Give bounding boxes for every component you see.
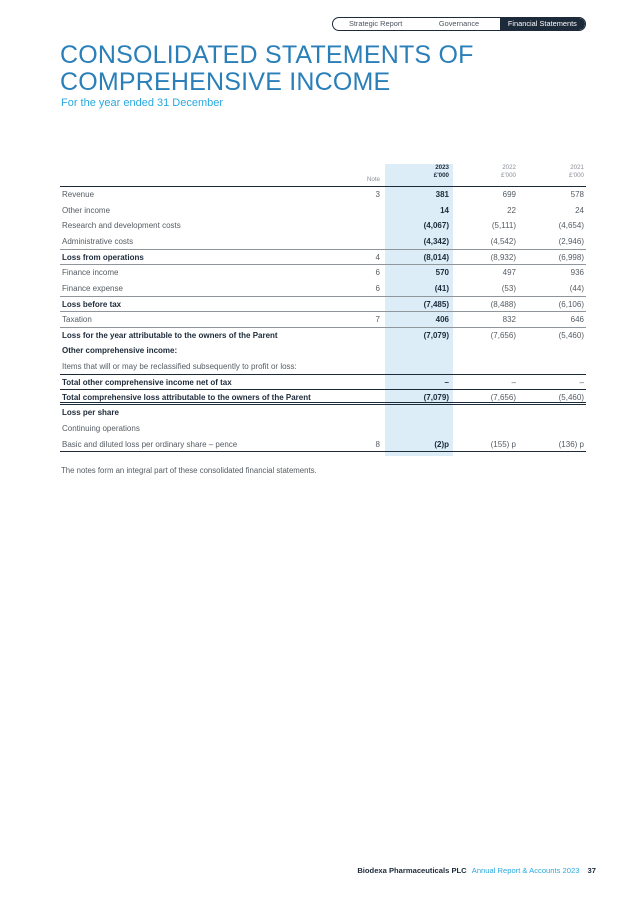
value-2021: 24	[575, 205, 584, 215]
table-row	[60, 234, 586, 250]
row-note: 6	[375, 283, 380, 293]
value-2021: –	[579, 378, 584, 388]
table-row-subtotal	[60, 327, 586, 343]
value-2021: 646	[570, 314, 584, 324]
row-note: 8	[375, 439, 380, 449]
page-footer	[357, 866, 596, 875]
value-2022: –	[511, 378, 516, 388]
table-row-subtotal	[60, 249, 586, 265]
row-label: Items that will or may be reclassified subsequently to profit or loss:	[62, 361, 297, 371]
header-2021	[522, 164, 584, 180]
value-2022: 699	[502, 190, 516, 199]
value-2022: (8,488)	[490, 300, 516, 310]
value-2023: 14	[440, 205, 449, 215]
value-2021: (2,946)	[558, 236, 584, 246]
row-label: Finance expense	[62, 283, 123, 293]
table-row	[60, 265, 586, 281]
value-2023: (41)	[434, 283, 449, 293]
table-row	[60, 281, 586, 297]
value-2023: (4,342)	[423, 236, 449, 246]
header-2022	[456, 164, 516, 180]
value-2022: (7,656)	[490, 392, 516, 402]
value-2023: (8,014)	[423, 253, 449, 263]
value-2022: 497	[502, 267, 516, 277]
value-2022: (155) p	[490, 439, 516, 449]
row-label: Loss for the year attributable to the owners of the Parent	[62, 331, 278, 341]
value-2021: (5,460)	[558, 392, 584, 402]
header-year: 2023	[435, 164, 449, 171]
table-row	[60, 312, 586, 328]
row-note: 3	[375, 190, 380, 199]
page-subtitle: For the year ended 31 December	[61, 97, 224, 109]
tab-strategic-report[interactable]: Strategic Report	[348, 19, 403, 28]
value-2021: 936	[570, 267, 584, 277]
section-nav	[332, 17, 586, 31]
value-2023: (2)p	[434, 439, 449, 449]
value-2021: (6,106)	[558, 300, 584, 310]
row-label: Other income	[62, 205, 111, 215]
row-label: Taxation	[62, 314, 92, 324]
row-label: Administrative costs	[62, 236, 134, 246]
row-label: Finance income	[62, 267, 119, 277]
value-2023: (4,067)	[423, 221, 449, 231]
row-label: Loss from operations	[62, 253, 144, 263]
row-label: Total other comprehensive income net of tax	[62, 378, 232, 388]
value-2021: (136) p	[558, 439, 584, 449]
table-body	[60, 186, 586, 452]
header-unit: £'000	[569, 172, 584, 179]
row-label: Loss per share	[62, 408, 119, 418]
row-label: Continuing operations	[62, 423, 140, 433]
value-2022: (53)	[501, 283, 516, 293]
value-2023: 381	[435, 190, 449, 199]
row-label: Research and development costs	[62, 221, 181, 231]
row-label: Loss before tax	[62, 300, 122, 310]
value-2023: (7,485)	[423, 300, 449, 310]
table-row-subtotal	[60, 296, 586, 312]
value-2021: 578	[570, 190, 584, 199]
value-2021: (5,460)	[558, 331, 584, 341]
footer-report: Annual Report & Accounts 2023	[471, 866, 580, 875]
table-row-subtotal	[60, 374, 586, 390]
table-row	[60, 359, 586, 375]
value-2023: 406	[435, 314, 449, 324]
footnote: The notes form an integral part of these consolidated financial statements.	[61, 466, 317, 475]
table-row	[60, 187, 586, 203]
row-label: Revenue	[62, 190, 95, 199]
value-2021: (44)	[569, 283, 584, 293]
footer-company: Biodexa Pharmaceuticals PLC	[357, 866, 467, 875]
value-2022: 832	[502, 314, 516, 324]
table-row-total	[60, 390, 586, 406]
value-2022: (8,932)	[490, 253, 516, 263]
value-2022: (7,656)	[490, 331, 516, 341]
header-year: 2022	[502, 164, 516, 171]
value-2022: (5,111)	[491, 221, 516, 231]
table-row-heading	[60, 343, 586, 359]
row-note: 4	[375, 253, 380, 263]
header-unit: £'000	[501, 172, 516, 179]
table-row	[60, 218, 586, 234]
row-label: Other comprehensive income:	[62, 345, 178, 355]
value-2023: 570	[435, 267, 449, 277]
table-row-heading	[60, 405, 586, 421]
value-2023: (7,079)	[423, 331, 449, 341]
income-statement-table	[60, 164, 586, 452]
header-year: 2021	[570, 164, 584, 171]
value-2023: –	[444, 378, 449, 388]
row-note: 6	[375, 267, 380, 277]
value-2022: 22	[507, 205, 516, 215]
header-note: Note	[366, 176, 380, 183]
row-label: Basic and diluted loss per ordinary share – pence	[62, 439, 238, 449]
page-number: 37	[587, 866, 596, 875]
table-row	[60, 437, 586, 453]
value-2023: (7,079)	[423, 392, 449, 402]
header-2023	[390, 164, 449, 180]
row-note: 7	[375, 314, 380, 324]
tab-financial-statements[interactable]: Financial Statements	[500, 18, 585, 30]
table-row	[60, 203, 586, 219]
value-2022: (4,542)	[490, 236, 516, 246]
table-row	[60, 421, 586, 437]
header-unit: £'000	[433, 172, 449, 179]
value-2021: (6,998)	[558, 253, 584, 263]
table-header	[60, 164, 586, 186]
page-title: CONSOLIDATED STATEMENTS OF COMPREHENSIVE INCOME	[60, 41, 474, 96]
row-label: Total comprehensive loss attributable to the owners of the Parent	[62, 392, 311, 402]
value-2021: (4,654)	[558, 221, 584, 231]
tab-governance[interactable]: Governance	[438, 19, 480, 28]
